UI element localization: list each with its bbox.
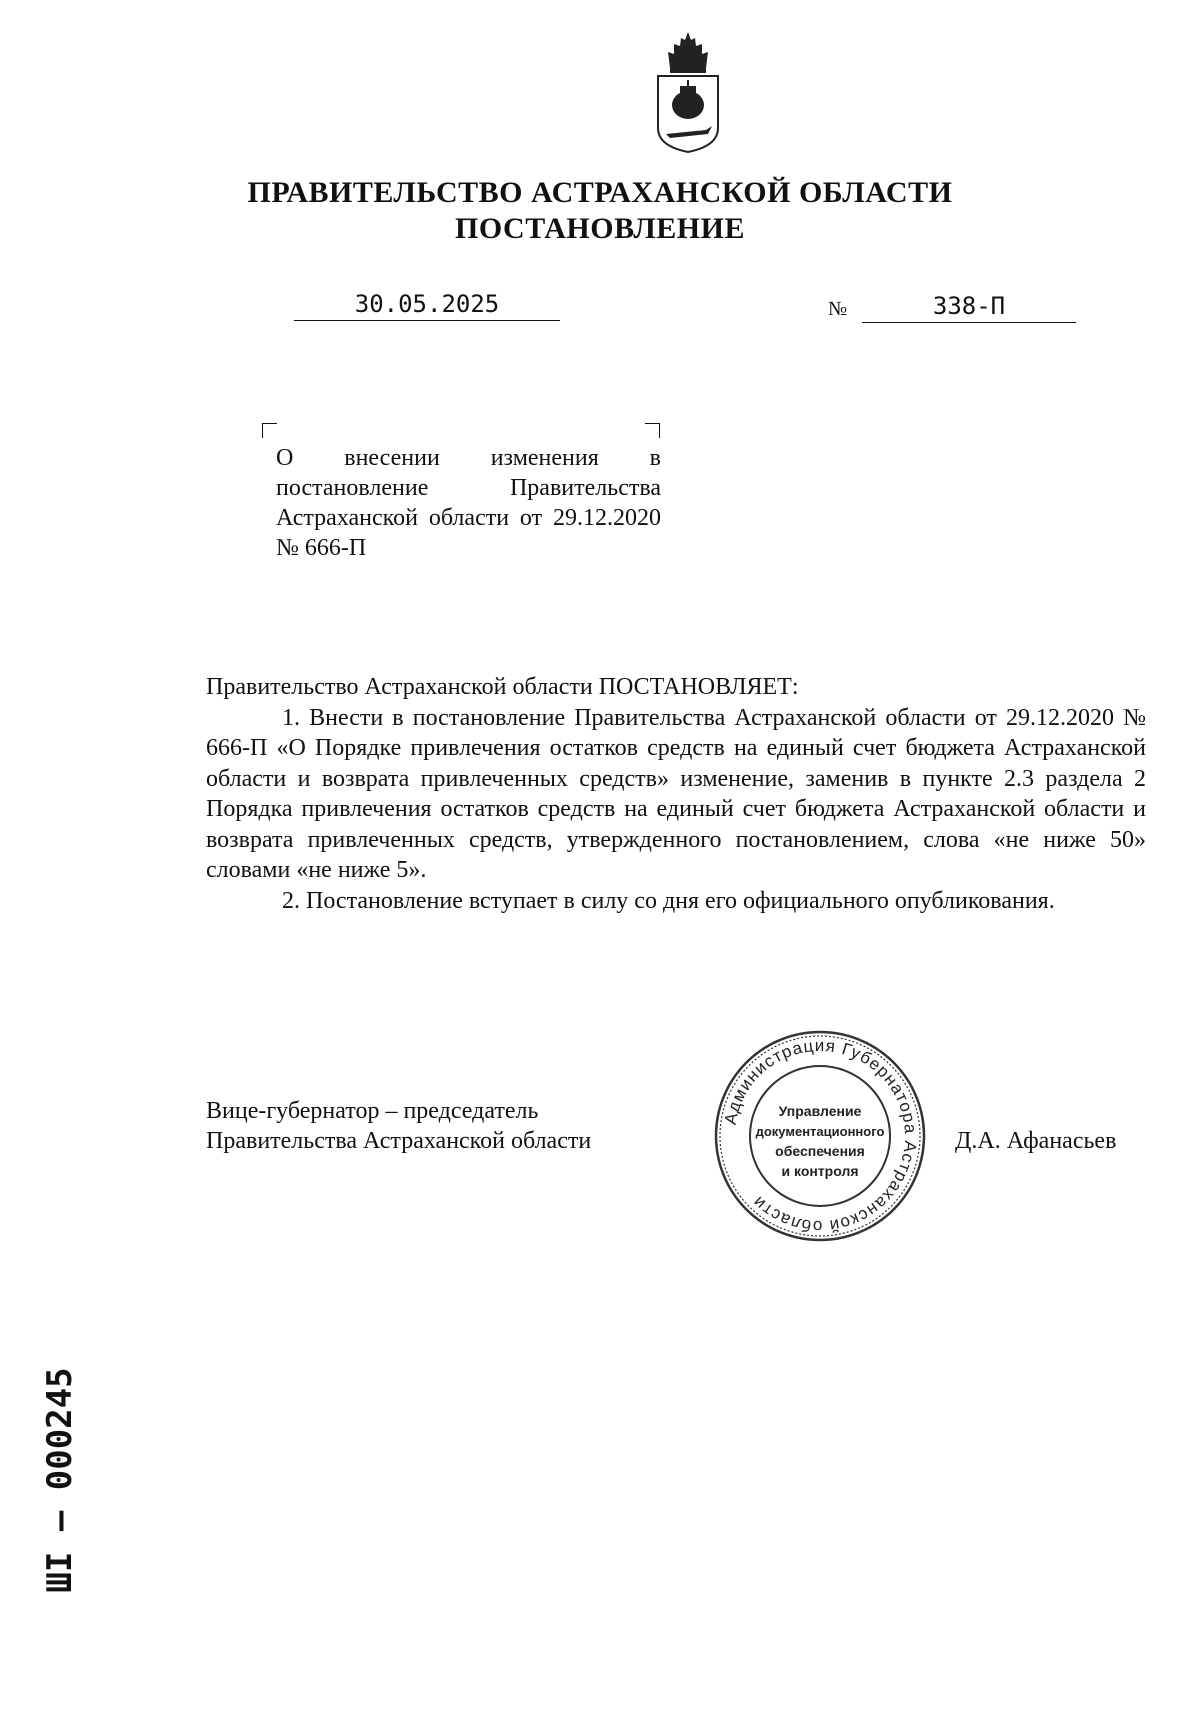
- coat-of-arms-icon: [650, 28, 726, 156]
- document-type: ПОСТАНОВЛЕНИЕ: [455, 212, 745, 245]
- svg-text:и контроля: и контроля: [781, 1163, 859, 1179]
- signatory-name: Д.А. Афанасьев: [955, 1128, 1117, 1154]
- document-number: 338-П: [862, 292, 1076, 323]
- document-date: 30.05.2025: [294, 290, 560, 321]
- margin-registration-code: ШI – 000245: [40, 1367, 80, 1593]
- body-item-2: 2. Постановление вступает в силу со дня его официального опубликования.: [282, 887, 1055, 914]
- document-subject: О внесении изменения в постановление Правительства Астраханской области от 29.12.2020 № 666-П: [276, 445, 661, 561]
- document-body: [206, 672, 1146, 916]
- government-title: ПРАВИТЕЛЬСТВО АСТРАХАНСКОЙ ОБЛАСТИ: [247, 176, 953, 209]
- body-preamble: Правительство Астраханской области ПОСТАНОВЛЯЕТ:: [206, 674, 799, 700]
- svg-text:Управление: Управление: [778, 1103, 862, 1119]
- signatory-position-line-1: Вице-губернатор – председатель: [206, 1098, 539, 1124]
- svg-text:обеспечения: обеспечения: [775, 1143, 865, 1159]
- subject-corner-left: [262, 423, 277, 438]
- signatory-position: [206, 1096, 591, 1156]
- svg-text:документационного: документационного: [755, 1124, 885, 1139]
- svg-text:Администрация Губернатора Астр: Администрация Губернатора Астраханской области: [720, 1035, 921, 1237]
- signatory-position-line-2: Правительства Астраханской области: [206, 1128, 592, 1154]
- body-item-1: 1. Внести в постановление Правительства Астраханской области от 29.12.2020 № 666-П «О Порядке привлечения остатков средств на единый счет бюджета Астраханской области и возврата привлеченных средств» изменение, заменив в пункте 2.3 раздела 2 Порядка привлечения остатков средств на единый счет бюджета Астраханской области и возврата привлеченных средств, утвержденного постановлением, слова «не ниже 50» словами «не ниже 5».: [206, 704, 1146, 883]
- number-sign: №: [828, 298, 848, 320]
- official-stamp: [712, 1028, 928, 1244]
- subject-corner-right: [645, 423, 660, 438]
